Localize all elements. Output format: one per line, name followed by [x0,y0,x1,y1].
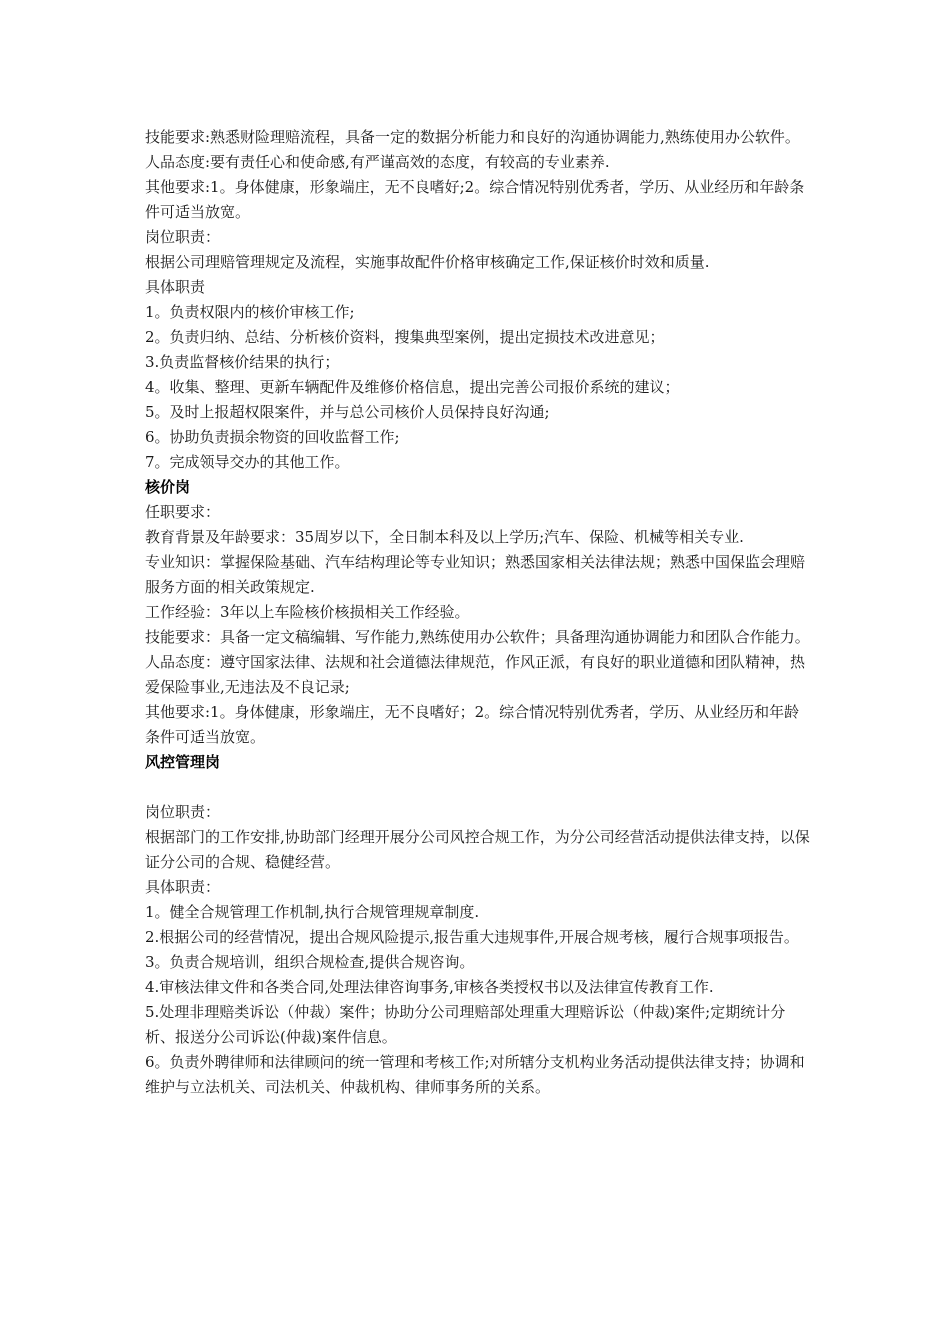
list-item: 4。收集、整理、更新车辆配件及维修价格信息，提出完善公司报价系统的建议； [145,378,680,396]
text-line: 任职要求： [145,503,221,521]
list-item: 2.根据公司的经营情况，提出合规风险提示,报告重大违规事件,开展合规考核，履行合规事项报告。 [145,928,799,946]
text-line: 专业知识：掌握保险基础、汽车结构理论等专业知识；熟悉国家相关法律法规；熟悉中国保监会理赔服务方面的相关政策规定. [145,553,806,596]
list-item: 6。负责外聘律师和法律顾问的统一管理和考核工作;对所辖分支机构业务活动提供法律支持；协调和维护与立法机关、司法机关、仲裁机构、律师事务所的关系。 [145,1053,805,1096]
text-line: 根据公司理赔管理规定及流程，实施事故配件价格审核确定工作,保证核价时效和质量. [145,253,710,271]
document-body [145,125,810,1100]
list-item: 3。负责合规培训，组织合规检查,提供合规咨询。 [145,953,475,971]
list-item: 4.审核法律文件和各类合同,处理法律咨询事务,审核各类授权书以及法律宣传教育工作. [145,978,714,996]
text-line: 技能要求:熟悉财险理赔流程，具备一定的数据分析能力和良好的沟通协调能力,熟练使用办公软件。 [145,128,800,146]
text-line: 根据部门的工作安排,协助部门经理开展分公司风控合规工作，为分公司经营活动提供法律支持，以保证分公司的合规、稳健经营。 [145,828,810,871]
section-heading-pricing: 核价岗 [145,478,191,496]
list-item: 7。完成领导交办的其他工作。 [145,453,350,471]
list-item: 6。协助负责损余物资的回收监督工作; [145,428,400,446]
list-item: 1。健全合规管理工作机制,执行合规管理规章制度. [145,903,480,921]
section-heading-risk-control: 风控管理岗 [145,753,221,771]
list-item: 2。负责归纳、总结、分析核价资料，搜集典型案例，提出定损技术改进意见； [145,328,665,346]
list-item: 1。负责权限内的核价审核工作; [145,303,355,321]
text-line: 技能要求：具备一定文稿编辑、写作能力,熟练使用办公软件；具备理沟通协调能力和团队合作能力。 [145,628,810,646]
text-line: 其他要求:1。身体健康，形象端庄，无不良嗜好;2。综合情况特别优秀者，学历、从业经历和年龄条件可适当放宽。 [145,178,805,221]
list-item: 3.负责监督核价结果的执行； [145,353,340,371]
text-line: 教育背景及年龄要求：35周岁以下，全日制本科及以上学历;汽车、保险、机械等相关专业. [145,528,744,546]
list-item: 5。及时上报超权限案件，并与总公司核价人员保持良好沟通; [145,403,550,421]
text-line: 岗位职责： [145,803,221,821]
text-line: 具体职责： [145,878,221,896]
list-item: 5.处理非理赔类诉讼（仲裁）案件；协助分公司理赔部处理重大理赔诉讼（仲裁)案件;定期统计分析、报送分公司诉讼(仲裁)案件信息。 [145,1003,786,1046]
text-line: 人品态度：遵守国家法律、法规和社会道德法律规范，作风正派，有良好的职业道德和团队精神，热爱保险事业,无违法及不良记录; [145,653,806,696]
text-line: 工作经验：3年以上车险核价核损相关工作经验。 [145,603,470,621]
blank-line [145,775,810,800]
text-line: 其他要求:1。身体健康，形象端庄，无不良嗜好；2。综合情况特别优秀者，学历、从业经历和年龄条件可适当放宽。 [145,703,800,746]
text-line: 人品态度:要有责任心和使命感,有严谨高效的态度，有较高的专业素养. [145,153,610,171]
text-line: 具体职责 [145,278,206,296]
text-line: 岗位职责： [145,228,221,246]
